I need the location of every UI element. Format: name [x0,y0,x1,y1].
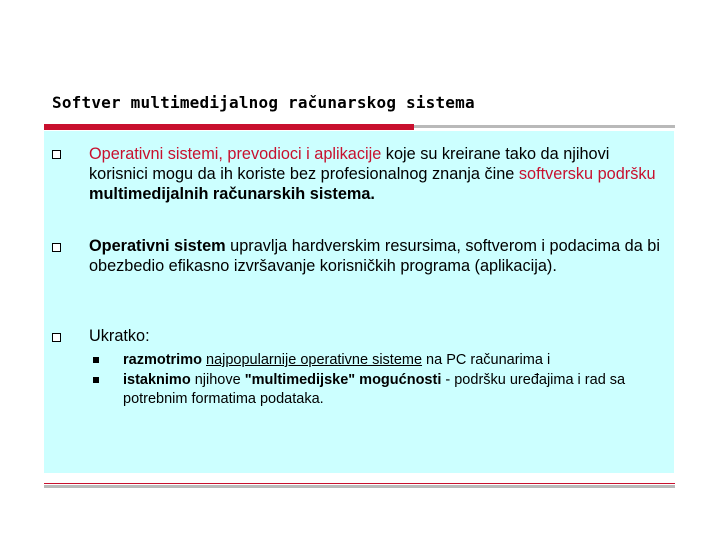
sub-point-2-end: - podršku uređajima i rad sa potrebnim formatima podataka. [123,372,626,407]
sub-point-2-highlight: "multimedijske" mogućnosti [244,372,442,388]
sub-point-2-mid: njihove [190,372,245,388]
point-2-body: upravlja hardverskim resursima, softverom i podacima da bi obezbedio efikasno izvršavanje korisničkih programa (aplikacija). [89,237,660,275]
slide-title: Softver multimedijalnog računarskog sistema [52,93,475,112]
filled-square-icon [93,377,99,383]
footer-rule-gray [44,485,675,488]
title-underline-red [44,124,414,130]
point-1-highlight: softversku podršku [518,165,656,183]
footer-rule-red [44,483,675,484]
point-1 [89,144,669,204]
filled-square-icon [93,357,99,363]
sub-point-1 [123,351,668,370]
hollow-square-icon [52,150,61,159]
sub-point-2-lead: istaknimo [123,372,191,388]
hollow-square-icon [52,243,61,252]
sub-point-1-end: na PC računarima i [422,352,551,368]
point-2 [89,236,669,276]
sub-point-1-underlined: najpopularnije operativne sisteme [206,352,423,368]
point-1-end: multimedijalnih računarskih sistema. [89,185,375,203]
point-3-label: Ukratko: [89,327,150,345]
hollow-square-icon [52,333,61,342]
point-2-lead: Operativni sistem [89,237,226,255]
sub-point-1-lead: razmotrimo [123,352,202,368]
point-1-lead: Operativni sistemi, prevodioci i aplikacije [89,145,382,163]
point-1-body: koje su kreirane tako da njihovi korisnici mogu da ih koriste bez profesionalnog znanja čine [89,145,610,183]
sub-point-2 [123,371,668,409]
